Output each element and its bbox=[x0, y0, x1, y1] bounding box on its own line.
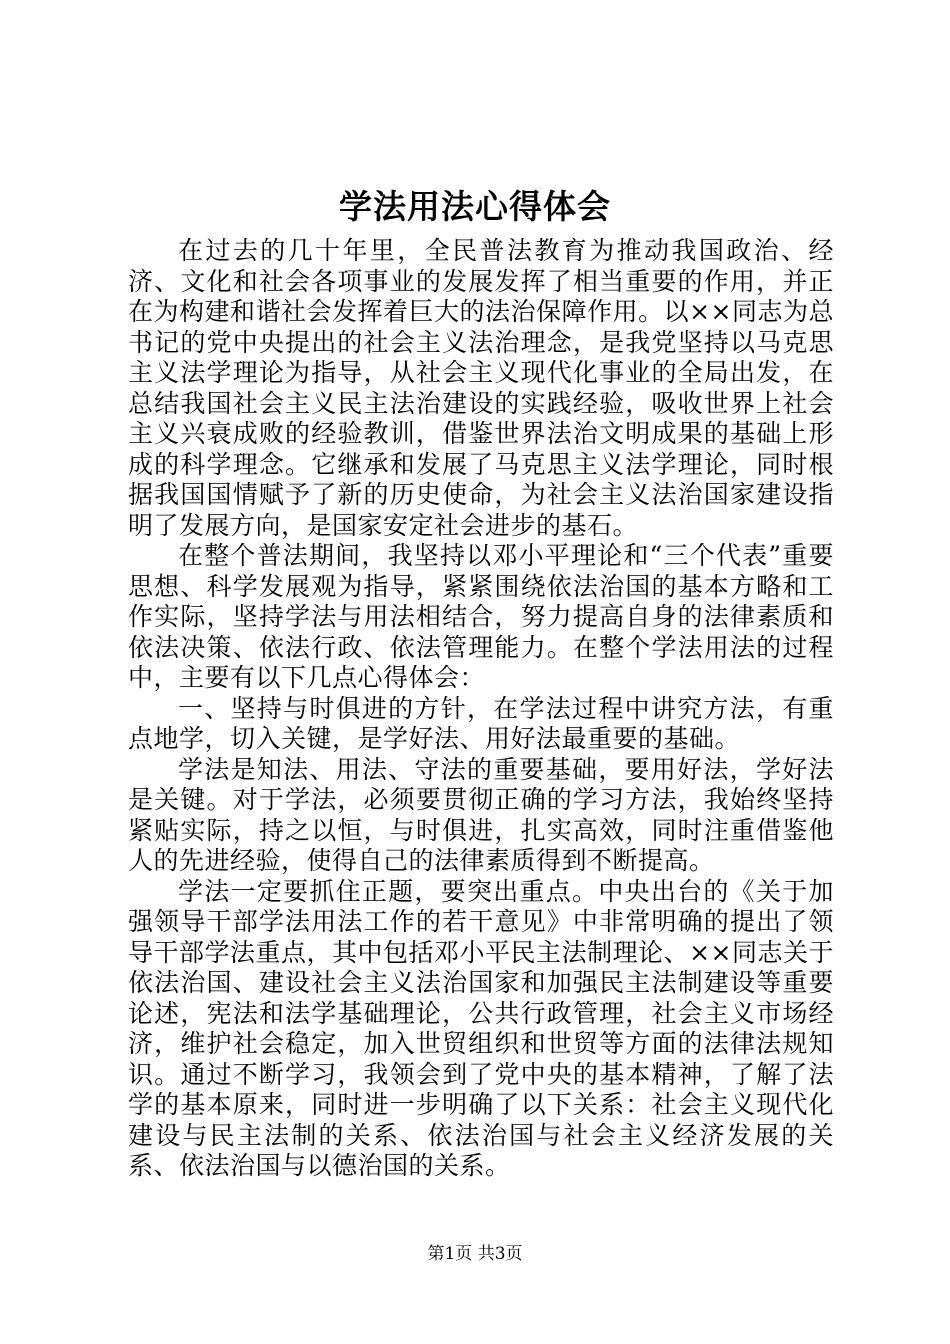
paragraph-5: 学法一定要抓住正题，要突出重点。中央出台的《关于加强领导干部学法用法工作的若干意见》中非常明确的提出了领导干部学法重点，其中包括邓小平民主法制理论、××同志关于依法治国、建设社会主义法治国家和加强民主法制建设等重要论述，宪法和法学基础理论，公共行政管理，社会主义市场经济，维护社会稳定，加入世贸组织和世贸等方面的法律法规知识。通过不断学习，我领会到了党中央的基本精神，了解了法学的基本原来，同时进一步明确了以下关系：社会主义现代化建设与民主法制的关系、依法治国与社会主义经济发展的关系、依法治国与以德治国的关系。 bbox=[128, 876, 834, 1180]
paragraph-4: 学法是知法、用法、守法的重要基础，要用好法，学好法是关键。对于学法，必须要贯彻正确的学习方法，我始终坚持紧贴实际，持之以恒，与时俱进，扎实高效，同时注重借鉴他人的先进经验，使得自己的法律素质得到不断提高。 bbox=[128, 754, 834, 875]
document-title: 学法用法心得体会 bbox=[339, 187, 611, 226]
paragraph-3: 一、坚持与时俱进的方针，在学法过程中讲究方法，有重点地学，切入关键，是学好法、用好法最重要的基础。 bbox=[128, 693, 834, 753]
document-body bbox=[128, 236, 834, 1182]
paragraph-1: 在过去的几十年里，全民普法教育为推动我国政治、经济、文化和社会各项事业的发展发挥了相当重要的作用，并正在为构建和谐社会发挥着巨大的法治保障作用。以××同志为总书记的党中央提出的社会主义法治理念，是我党坚持以马克思主义法学理论为指导，从社会主义现代化事业的全局出发，在总结我国社会主义民主法治建设的实践经验，吸收世界上社会主义兴衰成败的经验教训，借鉴世界法治文明成果的基础上形成的科学理念。它继承和发展了马克思主义法学理论，同时根据我国国情赋予了新的历史使命，为社会主义法治国家建设指明了发展方向，是国家安定社会进步的基石。 bbox=[128, 236, 834, 540]
page-number-footer: 第1页 共3页 bbox=[427, 1244, 523, 1264]
paragraph-2: 在整个普法期间，我坚持以邓小平理论和“三个代表”重要思想、科学发展观为指导，紧紧围绕依法治国的基本方略和工作实际，坚持学法与用法相结合，努力提高自身的法律素质和依法决策、依法行政、依法管理能力。在整个学法用法的过程中，主要有以下几点心得体会： bbox=[128, 541, 834, 692]
